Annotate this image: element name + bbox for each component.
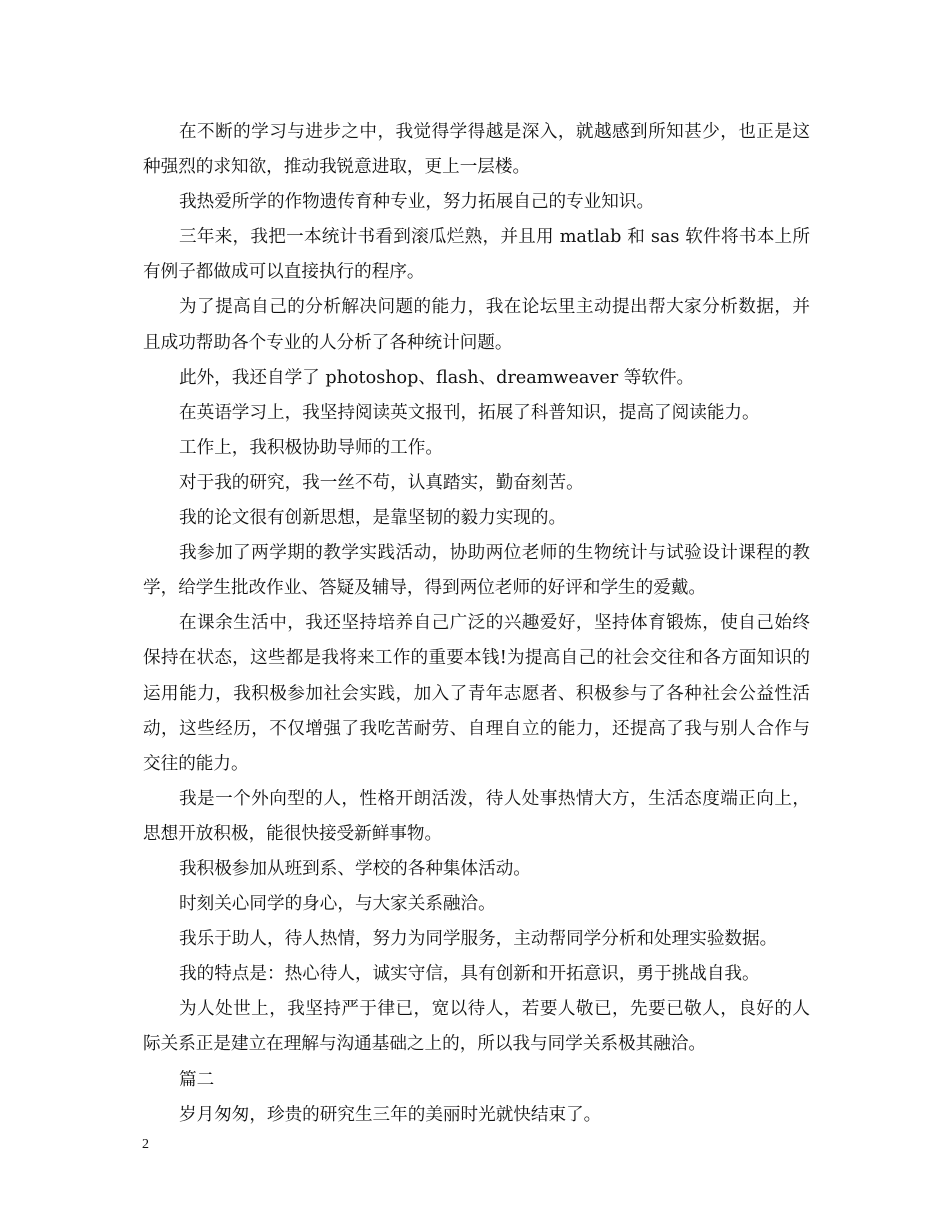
paragraph: 对于我的研究，我一丝不苟，认真踏实，勤奋刻苦。 (179, 472, 584, 493)
paragraph: 时刻关心同学的身心，与大家关系融洽。 (179, 894, 496, 915)
paragraph: 为人处世上，我坚持严于律已，宽以待人，若要人敬已，先要已敬人，良好的人际关系正是建立在理解与沟通基础之上的，所以我与同学关系极其融洽。 (143, 999, 810, 1055)
paragraph: 我乐于助人，待人热情，努力为同学服务，主动帮同学分析和处理实验数据。 (179, 929, 778, 950)
paragraph: 工作上，我积极协助导师的工作。 (179, 437, 443, 458)
paragraph: 三年来，我把一本统计书看到滚瓜烂熟，并且用 matlab 和 sas 软件将书本上所有例子都做成可以直接执行的程序。 (143, 227, 810, 283)
paragraph: 我的特点是：热心待人，诚实守信，具有创新和开拓意识，勇于挑战自我。 (179, 964, 760, 985)
paragraph: 岁月匆匆，珍贵的研究生三年的美丽时光就快结束了。 (179, 1104, 602, 1125)
paragraph: 此外，我还自学了 photoshop、flash、dreamweaver 等软件。 (179, 367, 695, 388)
paragraph: 在课余生活中，我还坚持培养自己广泛的兴趣爱好，坚持体育锻炼，使自己始终保持在状态，这些都是我将来工作的重要本钱!为提高自己的社会交往和各方面知识的运用能力，我积极参加社会实践，加入了青年志愿者、积极参与了各种社会公益性活动，这些经历，不仅增强了我吃苦耐劳、自理自立的能力，还提高了我与别人合作与交往的能力。 (143, 613, 810, 774)
paragraph: 在不断的学习与进步之中，我觉得学得越是深入，就越感到所知甚少，也正是这种强烈的求知欲，推动我锐意进取，更上一层楼。 (143, 122, 810, 178)
paragraph: 我是一个外向型的人，性格开朗活泼，待人处事热情大方，生活态度端正向上，思想开放积极，能很快接受新鲜事物。 (143, 788, 810, 844)
paragraph: 在英语学习上，我坚持阅读英文报刊，拓展了科普知识，提高了阅读能力。 (179, 402, 760, 423)
paragraph: 为了提高自己的分析解决问题的能力，我在论坛里主动提出帮大家分析数据，并且成功帮助各个专业的人分析了各种统计问题。 (143, 297, 810, 353)
body-text (143, 115, 810, 1133)
paragraph: 我参加了两学期的教学实践活动，协助两位老师的生物统计与试验设计课程的教学，给学生批改作业、答疑及辅导，得到两位老师的好评和学生的爱戴。 (143, 543, 810, 599)
section-heading: 篇二 (179, 1069, 215, 1090)
paragraph: 我热爱所学的作物遗传育种专业，努力拓展自己的专业知识。 (179, 192, 655, 213)
paragraph: 我积极参加从班到系、学校的各种集体活动。 (179, 858, 531, 879)
page-number: 2 (142, 1137, 149, 1152)
paragraph: 我的论文很有创新思想，是靠坚韧的毅力实现的。 (179, 508, 567, 529)
